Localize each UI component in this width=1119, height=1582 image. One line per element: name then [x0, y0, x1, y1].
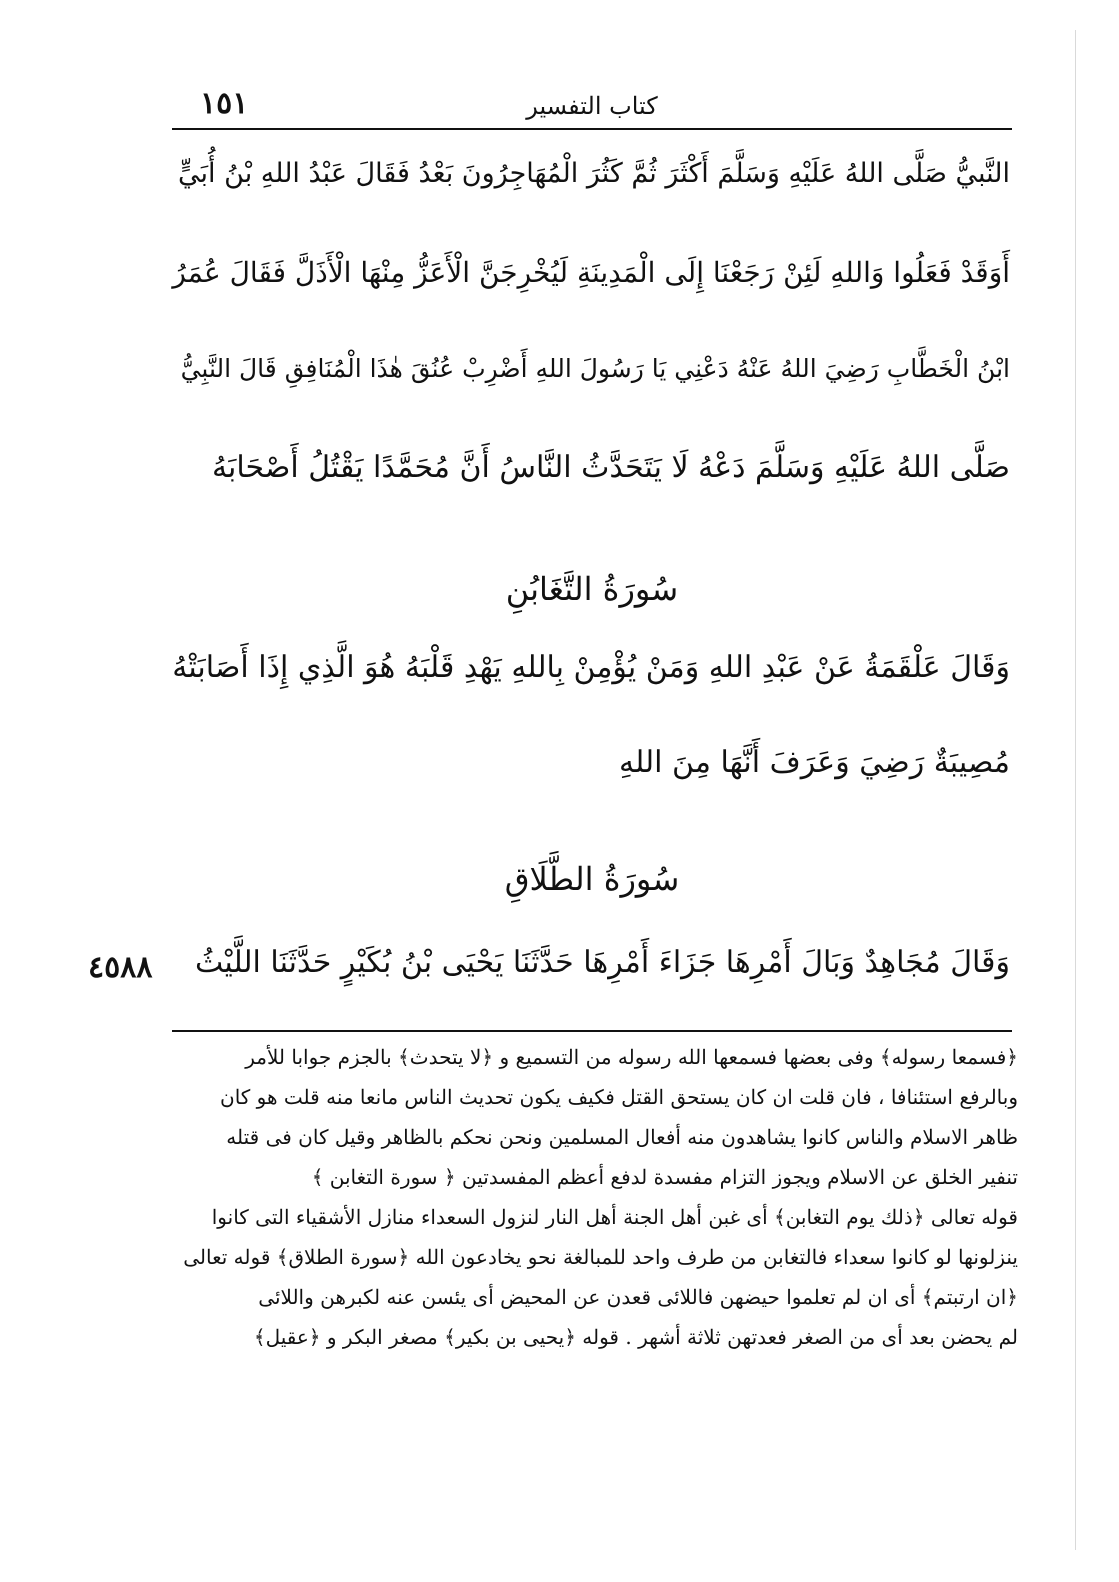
hadith-number: ٤٥٨٨ [88, 950, 153, 985]
footnote-line: قوله تعالى ﴿ذلك يوم التغابن﴾ أى غبن أهل الجنة أهل النار لنزول السعداء منازل الأشقياء التى كانوا [211, 1205, 1018, 1229]
page-header [172, 78, 1012, 126]
main-text-line: ابْنُ الْخَطَّابِ رَضِيَ اللهُ عَنْهُ دَعْنِي يَا رَسُولَ اللهِ أَضْرِبْ عُنُقَ هٰذَا الْمُنَافِقِ قَالَ النَّبِيُّ [180, 354, 1010, 383]
footnote-line: تنفير الخلق عن الاسلام ويجوز التزام مفسدة لدفع أعظم المفسدتين ﴿ سورة التغابن ﴾ [311, 1165, 1018, 1189]
footnote-line: ﴿فسمعا رسوله﴾ وفى بعضها فسمعها الله رسوله من التسميع و ﴿لا يتحدث﴾ بالجزم جوابا للأمر [245, 1045, 1018, 1069]
main-text-line: وَقَالَ مُجَاهِدٌ وَبَالَ أَمْرِهَا جَزَاءَ أَمْرِهَا حَدَّثَنَا يَحْيَى بْنُ بُكَيْرٍ حَدَّثَنَا اللَّيْثُ [194, 945, 1010, 980]
footnote-divider [172, 1030, 1012, 1032]
footnote-line: لم يحضن بعد أى من الصغر فعدتهن ثلاثة أشهر . قوله ﴿يحيى بن بكير﴾ مصغر البكر و ﴿عقيل﴾ [253, 1325, 1018, 1349]
footnote-line: وبالرفع استئنافا ، فان قلت ان كان يستحق القتل فكيف يكون تحديث الناس مانعا منه قلت هو كان [220, 1085, 1018, 1109]
page-edge-line [1075, 30, 1076, 1550]
main-text-line: مُصِيبَةٌ رَضِيَ وَعَرَفَ أَنَّهَا مِنَ اللهِ [618, 745, 1010, 780]
main-text-line: النَّبيُّ صَلَّى اللهُ عَلَيْهِ وَسَلَّمَ أَكْثَرَ ثُمَّ كَثُرَ الْمُهَاجِرُونَ بَعْدُ فَقَالَ عَبْدُ اللهِ بْنُ أُبَيٍّ [178, 158, 1010, 189]
main-text-line: وَقَالَ عَلْقَمَةُ عَنْ عَبْدِ اللهِ وَمَنْ يُؤْمِنْ بِاللهِ يَهْدِ قَلْبَهُ هُوَ الَّذِي إِذَا أَصَابَتْهُ [172, 650, 1010, 685]
main-text-line: صَلَّى اللهُ عَلَيْهِ وَسَلَّمَ دَعْهُ لَا يَتَحَدَّثُ النَّاسُ أَنَّ مُحَمَّدًا يَقْتُلُ أَصْحَابَهُ [211, 450, 1010, 485]
main-text-line: أَوَقَدْ فَعَلُوا وَاللهِ لَئِنْ رَجَعْنَا إِلَى الْمَدِينَةِ لَيُخْرِجَنَّ الْأَعَزُّ مِنْهَا الْأَذَلَّ فَقَالَ عُمَرُ [172, 256, 1010, 289]
section-heading-talaq: سُورَةُ الطَّلَاقِ [504, 860, 680, 898]
footnote-line: ﴿ان ارتبتم﴾ أى ان لم تعلموا حيضهن فاللائى قعدن عن المحيض أى يئسن عنه لكبرهن واللائى [258, 1285, 1018, 1309]
section-heading-taghabun: سُورَةُ التَّغَابُنِ [505, 570, 679, 608]
footnote-line: ظاهر الاسلام والناس كانوا يشاهدون منه أفعال المسلمين ونحن نحكم بالظاهر وقيل كان فى قتله [226, 1125, 1018, 1149]
page-number: ١٥١ [200, 86, 249, 121]
header-divider [172, 128, 1012, 130]
running-title: كتاب التفسير [526, 92, 658, 120]
footnote-line: ينزلونها لو كانوا سعداء فالتغابن من طرف واحد للمبالغة نحو يخادعون الله ﴿سورة الطلاق﴾ قوله تعالى [183, 1245, 1018, 1269]
